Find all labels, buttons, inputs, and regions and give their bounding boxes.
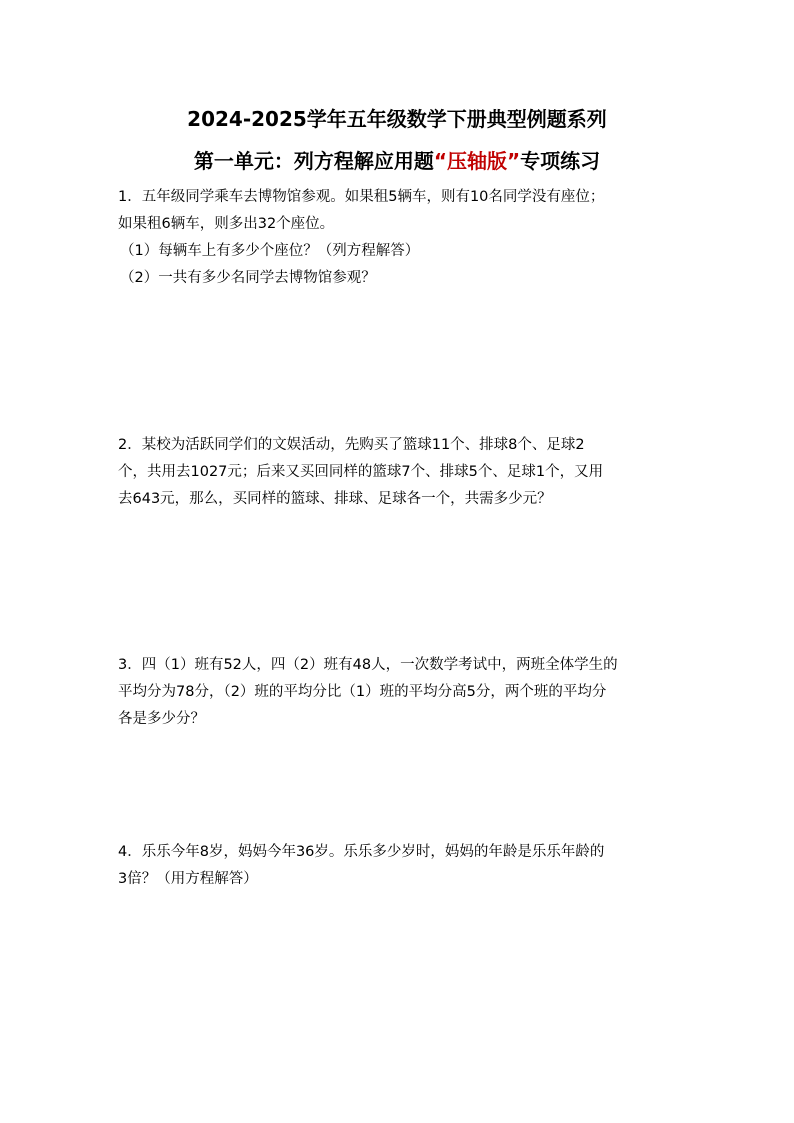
problem-1-question-2: （2）一共有多少名同学去博物馆参观？ — [120, 270, 376, 286]
problem-1-question-1: （1）每辆车上有多少个座位？（列方程解答） — [120, 243, 420, 259]
problem-3-line-1: 3．四（1）班有52人，四（2）班有48人，一次数学考试中，两班全体学生的 — [118, 657, 618, 673]
problem-3 — [118, 652, 683, 733]
problem-4-line-1: 4．乐乐今年8岁，妈妈今年36岁。乐乐多少岁时，妈妈的年龄是乐乐年龄的 — [118, 844, 605, 860]
problem-1-line-1: 1．五年级同学乘车去博物馆参观。如果租5辆车，则有10名同学没有座位； — [118, 189, 605, 205]
problem-4 — [118, 839, 683, 893]
problem-3-line-2: 平均分为78分，（2）班的平均分比（1）班的平均分高5分，两个班的平均分 — [118, 684, 607, 700]
subtitle-text: 第一单元：列方程解应用题 — [193, 149, 434, 173]
problem-4-line-2: 3倍？（用方程解答） — [118, 871, 258, 887]
problem-1 — [118, 184, 683, 292]
problem-1-line-2: 如果租6辆车，则多出32个座位。 — [118, 216, 335, 232]
subtitle-accent: “压轴版” — [433, 149, 521, 173]
problem-2 — [118, 432, 683, 513]
worksheet-title — [0, 103, 794, 132]
worksheet-subtitle — [0, 145, 794, 174]
problem-2-line-1: 2．某校为活跃同学们的文娱活动，先购买了篮球11个、排球8个、足球2 — [118, 437, 585, 453]
problem-2-line-2: 个，共用去1027元；后来又买回同样的篮球7个、排球5个、足球1个，又用 — [118, 464, 604, 480]
subtitle-suffix: 专项练习 — [520, 149, 601, 173]
title-text: 2024-2025学年五年级数学下册典型例题系列 — [187, 107, 607, 131]
problem-2-line-3: 去643元，那么，买同样的篮球、排球、足球各一个，共需多少元？ — [118, 491, 552, 507]
problem-3-line-3: 各是多少分？ — [118, 711, 205, 727]
